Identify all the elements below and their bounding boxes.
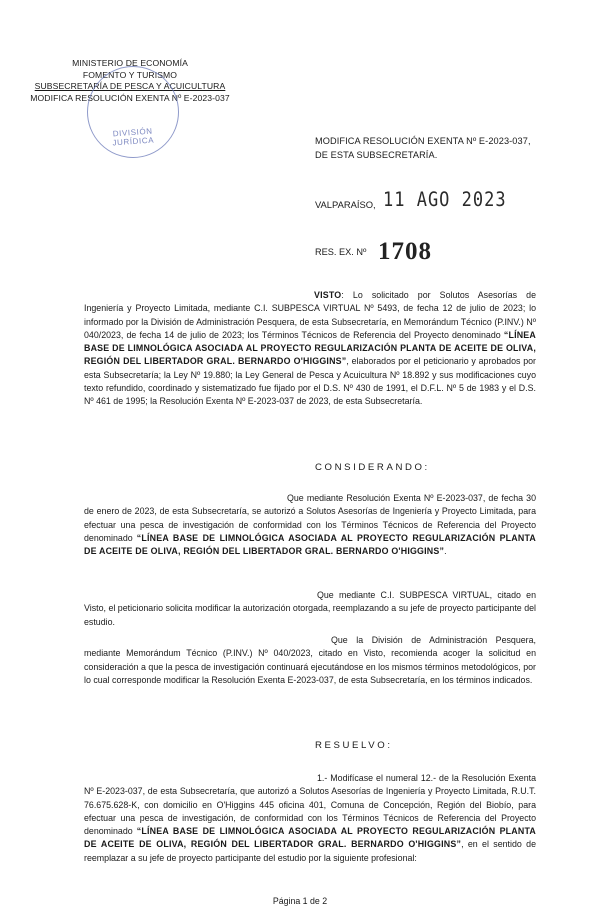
title-line-1: MODIFICA RESOLUCIÓN EXENTA Nº E-2023-037,	[315, 136, 531, 146]
considerando-1-end: .	[444, 546, 447, 557]
considerando-paragraph-1	[84, 492, 536, 558]
visto-text-1: : Lo solicitado por Solutos Asesorías de Ingeniería y Proyecto Limitada, mediante C.I. SUBPESCA VIRTUAL Nº 5493, de fecha 12 de julio de 2023; lo informado por la División de Administración Pesquera, de esta Subsecretaría, en Memorándum Técnico (P.INV.) Nº 040/2023, de fecha 14 de julio de 2023; los Términos Técnicos de Referencia del Proyecto denominado	[84, 290, 536, 340]
considerando-1-project: “LÍNEA BASE DE LIMNOLÓGICA ASOCIADA AL PROYECTO REGULARIZACIÓN PLANTA DE ACEITE DE OLIVA, REGIÓN DEL LIBERTADOR GRAL. BERNARDO O'HIGGINS”	[84, 532, 536, 557]
header-document-ref: MODIFICA RESOLUCIÓN EXENTA Nº E-2023-037	[30, 92, 230, 103]
stamp-line-2: JURÍDICA	[112, 135, 155, 148]
visto-text-2: , elaborados por el peticionario y aprobados por esta Subsecretaría; la Ley Nº 19.880; la Ley General de Pesca y Acuicultura Nº 18.892 y sus modificaciones cuyo texto refundido, coordinado y sistematizado fue fijado por el D.S. Nº 430 de 1991, el D.F.L. Nº 5 de 1983 y el D.S. Nº 461 de 1995; la Resolución Exenta Nº E-2023-037 de 2023, de esta Subsecretaría.	[84, 356, 536, 407]
stamp-line-1: DIVISIÓN	[112, 126, 153, 139]
document-title	[315, 134, 555, 162]
stamp-label	[107, 126, 158, 147]
header-ministry: MINISTERIO DE ECONOMÍA	[72, 58, 188, 68]
resolution-label: RES. EX. Nº	[315, 247, 367, 257]
visto-paragraph	[84, 289, 536, 409]
resuelvo-1-end: , en el sentido de reemplazar a su jefe de proyecto participante del estudio por la siguiente profesional:	[84, 839, 536, 863]
resuelvo-1-text: 1.- Modifícase el numeral 12.- de la Resolución Exenta Nº E-2023-037, de esta Subsecretaría, que autorizó a Solutos Asesorías de Ingeniería y Proyecto Limitada, R.U.T. 76.675.628-K, con domicilio en O'Higgins 445 oficina 401, Comuna de Concepción, Región del Biobío, para efectuar una pesca de investigación, de conformidad con los Términos Técnicos de Referencia del Proyecto denominado	[84, 773, 536, 837]
header-ministry-sub: FOMENTO Y TURISMO	[82, 69, 178, 80]
visto-project-name: “LÍNEA BASE DE LIMNOLÓGICA ASOCIADA AL PROYECTO REGULARIZACIÓN PLANTA DE ACEITE DE OLIVA, REGIÓN DEL LIBERTADOR GRAL. BERNARDO O'HIGGINS”	[84, 329, 536, 367]
resuelvo-heading: RESUELVO:	[315, 740, 393, 751]
visto-label: VISTO	[314, 290, 342, 300]
considerando-paragraph-2: Que mediante C.I. SUBPESCA VIRTUAL, citado en Visto, el peticionario solicita modificar la autorización otorgada, reemplazando a su jefe de proyecto participante del estudio.	[84, 590, 536, 627]
stamped-date: 11 AGO 2023	[383, 188, 507, 212]
place-date	[315, 190, 555, 216]
resolution-number-value: 1708	[378, 238, 432, 265]
considerando-heading: CONSIDERANDO:	[315, 462, 430, 473]
considerando-1-text: Que mediante Resolución Exenta Nº E-2023-037, de fecha 30 de enero de 2023, de esta Subsecretaría, se autorizó a Solutos Asesorías de Ingeniería y Proyecto Limitada, para efectuar una pesca de investigación de conformidad con los Términos Técnicos de Referencia del Proyecto denominado	[84, 493, 536, 543]
considerando-paragraph-3: Que la División de Administración Pesquera, mediante Memorándum Técnico (P.INV.) Nº 040/2023, citado en Visto, recomienda acoger la solicitud en consideración a que la pesca de investigación continuará ejecutándose en los mismos términos metodológicos, por lo cual corresponde modificar la Resolución Exenta E-2023-037, de esta Subsecretaría, en los términos indicados.	[84, 635, 536, 685]
title-line-2: DE ESTA SUBSECRETARÍA.	[315, 150, 438, 160]
header-subsecretaria: SUBSECRETARÍA DE PESCA Y ACUICULTURA	[34, 81, 226, 91]
resolution-number	[315, 238, 555, 268]
page-number: Página 1 de 2	[272, 896, 328, 906]
resuelvo-paragraph-1	[84, 772, 536, 865]
place-label: VALPARAÍSO,	[315, 199, 376, 210]
resuelvo-1-project: “LÍNEA BASE DE LIMNOLÓGICA ASOCIADA AL PROYECTO REGULARIZACIÓN PLANTA DE ACEITE DE OLIVA, REGIÓN DEL LIBERTADOR GRAL. BERNARDO O'HIGGINS”	[84, 826, 536, 850]
